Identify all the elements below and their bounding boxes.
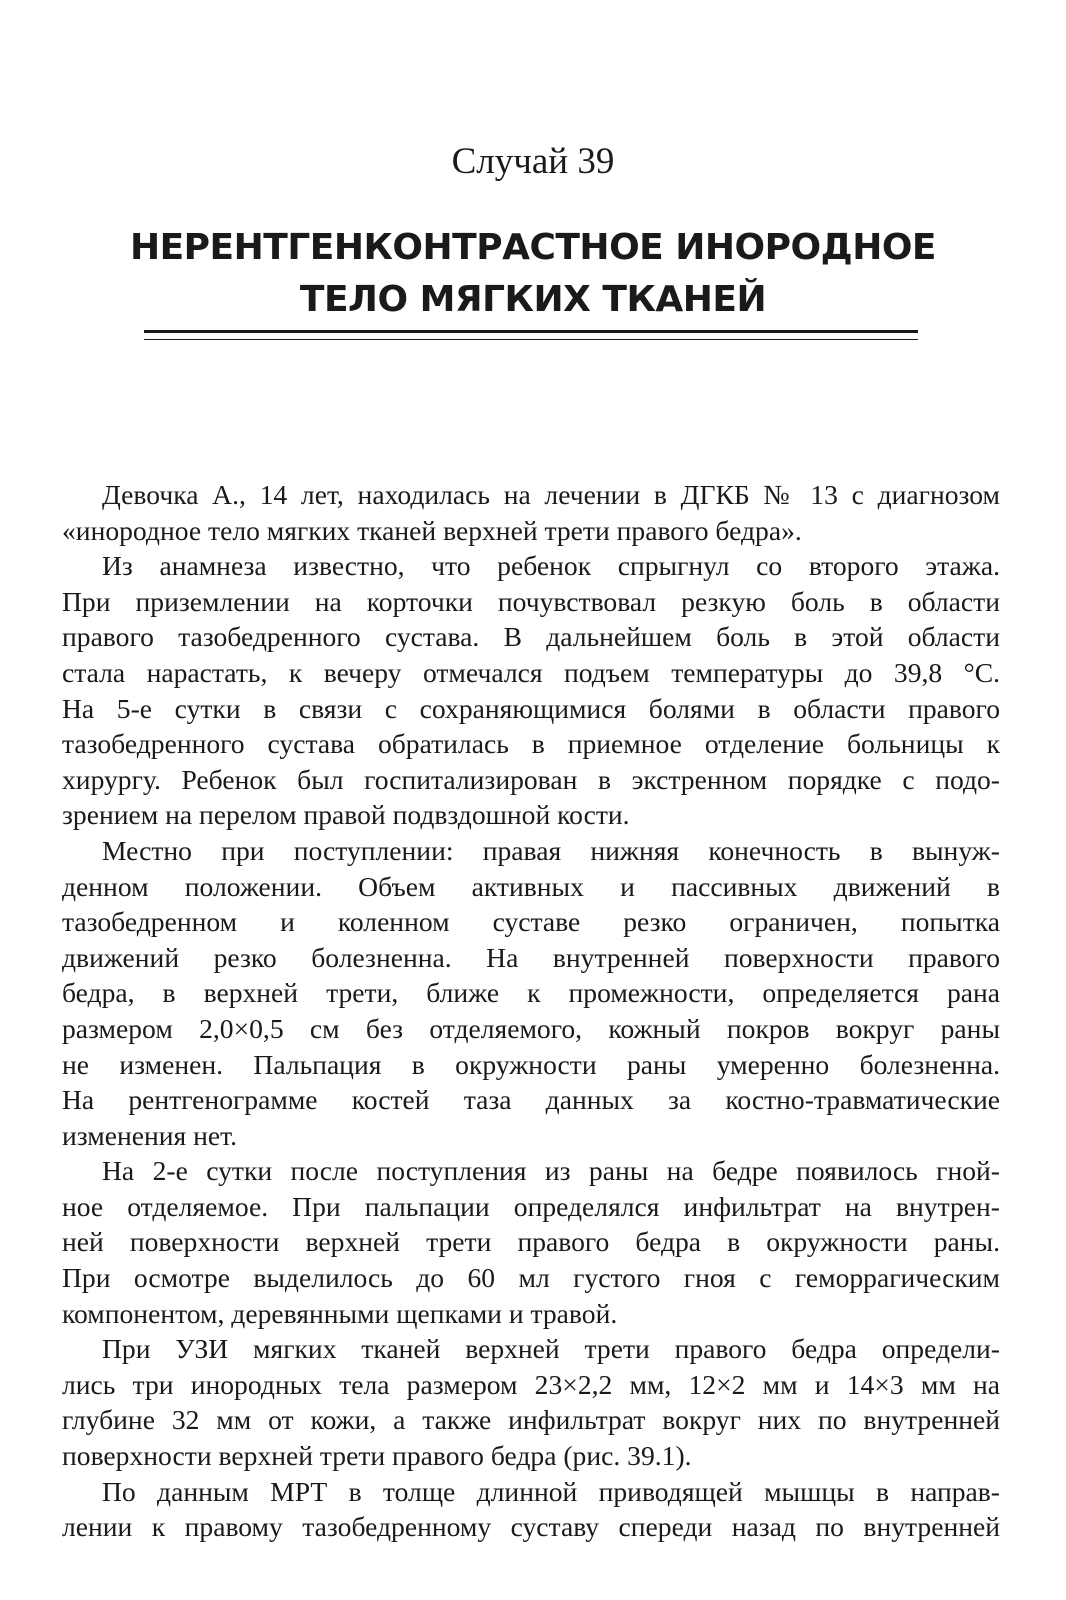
text-line: ней поверхности верхней трети правого бедра в окружности раны. <box>62 1226 1000 1258</box>
text-line: тазобедренного сустава обратилась в приемное отделение больницы к <box>62 728 1000 760</box>
text-line: размером 2,0×0,5 см без отделяемого, кожный покров вокруг раны <box>62 1012 1000 1044</box>
body-paragraph <box>62 477 1000 548</box>
text-line: По данным МРТ в толще длинной приводящей мышцы в направ- <box>102 1475 1000 1507</box>
text-line: «инородное тело мягких тканей верхней трети правого бедра». <box>62 514 802 546</box>
text-line: изменения нет. <box>62 1119 238 1151</box>
text-line: При УЗИ мягких тканей верхней трети правого бедра определи- <box>102 1333 1000 1365</box>
text-line: Девочка А., 14 лет, находилась на лечении в ДГКБ № 13 с диагнозом <box>102 479 1000 510</box>
text-line: хирургу. Ребенок был госпитализирован в экстренном порядке с подо- <box>62 763 1000 795</box>
body-paragraph <box>62 833 1000 1153</box>
text-line: Из анамнеза известно, что ребенок спрыгнул со второго этажа. <box>102 550 1000 582</box>
text-line: не изменен. Пальпация в окружности раны умеренно болезненна. <box>62 1048 1000 1080</box>
body-paragraph <box>62 1153 1000 1331</box>
text-line: бедра, в верхней трети, ближе к промежности, определяется рана <box>62 977 1000 1009</box>
text-line: поверхности верхней трети правого бедра (рис. 39.1). <box>62 1440 692 1472</box>
text-line: правого тазобедренного сустава. В дальнейшем боль в этой области <box>62 621 1000 653</box>
text-line: На 5-е сутки в связи с сохраняющимися болями в области правого <box>62 692 1000 724</box>
text-line: лись три инородных тела размером 23×2,2 мм, 12×2 мм и 14×3 мм на <box>62 1368 1000 1400</box>
text-line: денном положении. Объем активных и пассивных движений в <box>62 870 1000 902</box>
body-paragraph <box>62 1474 1000 1545</box>
text-line: ное отделяемое. При пальпации определялся инфильтрат на внутрен- <box>62 1190 1000 1222</box>
text-line: глубине 32 мм от кожи, а также инфильтрат вокруг них по внутренней <box>62 1404 1000 1436</box>
chapter-title-line-1: НЕРЕНТГЕНКОНТРАСТНОЕ ИНОРОДНОЕ <box>129 227 937 268</box>
text-line: движений резко болезненна. На внутренней поверхности правого <box>62 941 1000 973</box>
title-rule-thick <box>144 330 918 333</box>
title-rule-thin <box>144 339 918 340</box>
case-body-text <box>62 477 1000 1545</box>
text-line: На рентгенограмме костей таза данных за костно-травматические <box>62 1084 1000 1116</box>
text-line: стала нарастать, к вечеру отмечался подъем температуры до 39,8 °С. <box>62 656 1000 688</box>
body-paragraph <box>62 548 1000 833</box>
text-line: компонентом, деревянными щепками и травой. <box>62 1297 618 1329</box>
text-line: Местно при поступлении: правая нижняя конечность в вынуж- <box>102 834 1000 866</box>
body-paragraph <box>62 1331 1000 1473</box>
text-line: При приземлении на корточки почувствовал резкую боль в области <box>62 585 1000 617</box>
text-line: На 2-е сутки после поступления из раны на бедре появилось гной- <box>102 1155 1000 1187</box>
text-line: зрением на перелом правой подвздошной кости. <box>62 799 630 831</box>
text-line: лении к правому тазобедренному суставу спереди назад по внутренней <box>62 1511 1000 1543</box>
chapter-title <box>0 222 1066 326</box>
case-number-heading: Случай 39 <box>451 141 615 182</box>
text-line: тазобедренном и коленном суставе резко ограничен, попытка <box>62 906 1000 938</box>
chapter-title-line-2: ТЕЛО МЯГКИХ ТКАНЕЙ <box>299 279 767 320</box>
text-line: При осмотре выделилось до 60 мл густого гноя с геморрагическим <box>62 1262 1000 1294</box>
